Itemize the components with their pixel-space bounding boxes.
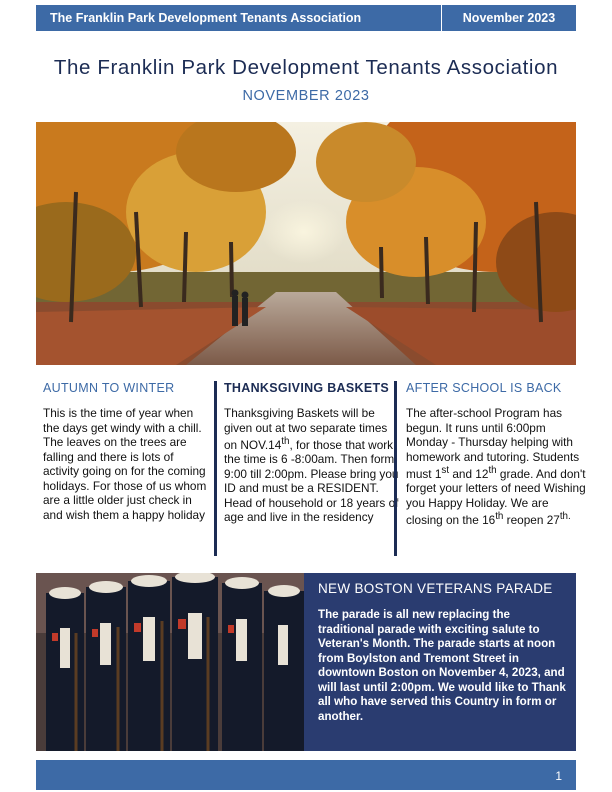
column-autumn-to-winter bbox=[43, 381, 211, 556]
marines-ceremony-photo bbox=[36, 573, 304, 751]
header-bar bbox=[36, 5, 576, 31]
column-after-school bbox=[394, 381, 586, 556]
parade-article bbox=[318, 581, 568, 724]
veterans-parade-panel bbox=[36, 573, 576, 751]
header-org-name: The Franklin Park Development Tenants Association bbox=[50, 11, 362, 25]
parade-body: The parade is all new replacing the traditional parade with exciting salute to Veteran's Month. The parade starts at noon from Boylston and Tremont Street in downtown Boston on November 4, 2023, and will last until 2:00pm. We would like to Thank all who have served this Country in form or another. bbox=[318, 608, 566, 723]
column-thanksgiving-baskets bbox=[214, 381, 400, 556]
column-body: The after-school Program has begun. It runs until 6:00pm Monday - Thursday helping with homework and tutoring. Students must 1st and 12th grade. And don't forget your letters of need Wishing you Happy Holiday. We are closing on the 16th reopen $27^{th.}$ bbox=[406, 406, 586, 528]
parade-heading: NEW BOSTON VETERANS PARADE bbox=[318, 581, 553, 596]
page-number: 1 bbox=[555, 769, 562, 783]
footer-bar bbox=[36, 760, 576, 790]
column-body: This is the time of year when the days get windy with a chill. The leaves on the trees are falling and there is lots of activity going on for the coming holidays. For those of us whom are a little older just check in and wish them a happy holiday bbox=[43, 406, 207, 522]
newsletter-title: The Franklin Park Development Tenants Association bbox=[53, 56, 559, 79]
column-body: Thanksgiving Baskets will be given out at two separate times on NOV.14th, for those that work the time is 6 -8:00am. Then form 9:00 till 2:00pm. Please bring you ID and must be a RESIDENT. Head of household or 18 years of age and live in the residency bbox=[224, 406, 399, 525]
header-date: November 2023 bbox=[462, 11, 556, 25]
column-heading: THANKSGIVING BASKETS bbox=[224, 381, 390, 395]
newsletter-subtitle: NOVEMBER 2023 bbox=[242, 88, 370, 104]
column-heading: AFTER SCHOOL IS BACK bbox=[406, 381, 562, 395]
column-heading: AUTUMN TO WINTER bbox=[43, 381, 175, 395]
autumn-park-photo bbox=[36, 122, 576, 365]
